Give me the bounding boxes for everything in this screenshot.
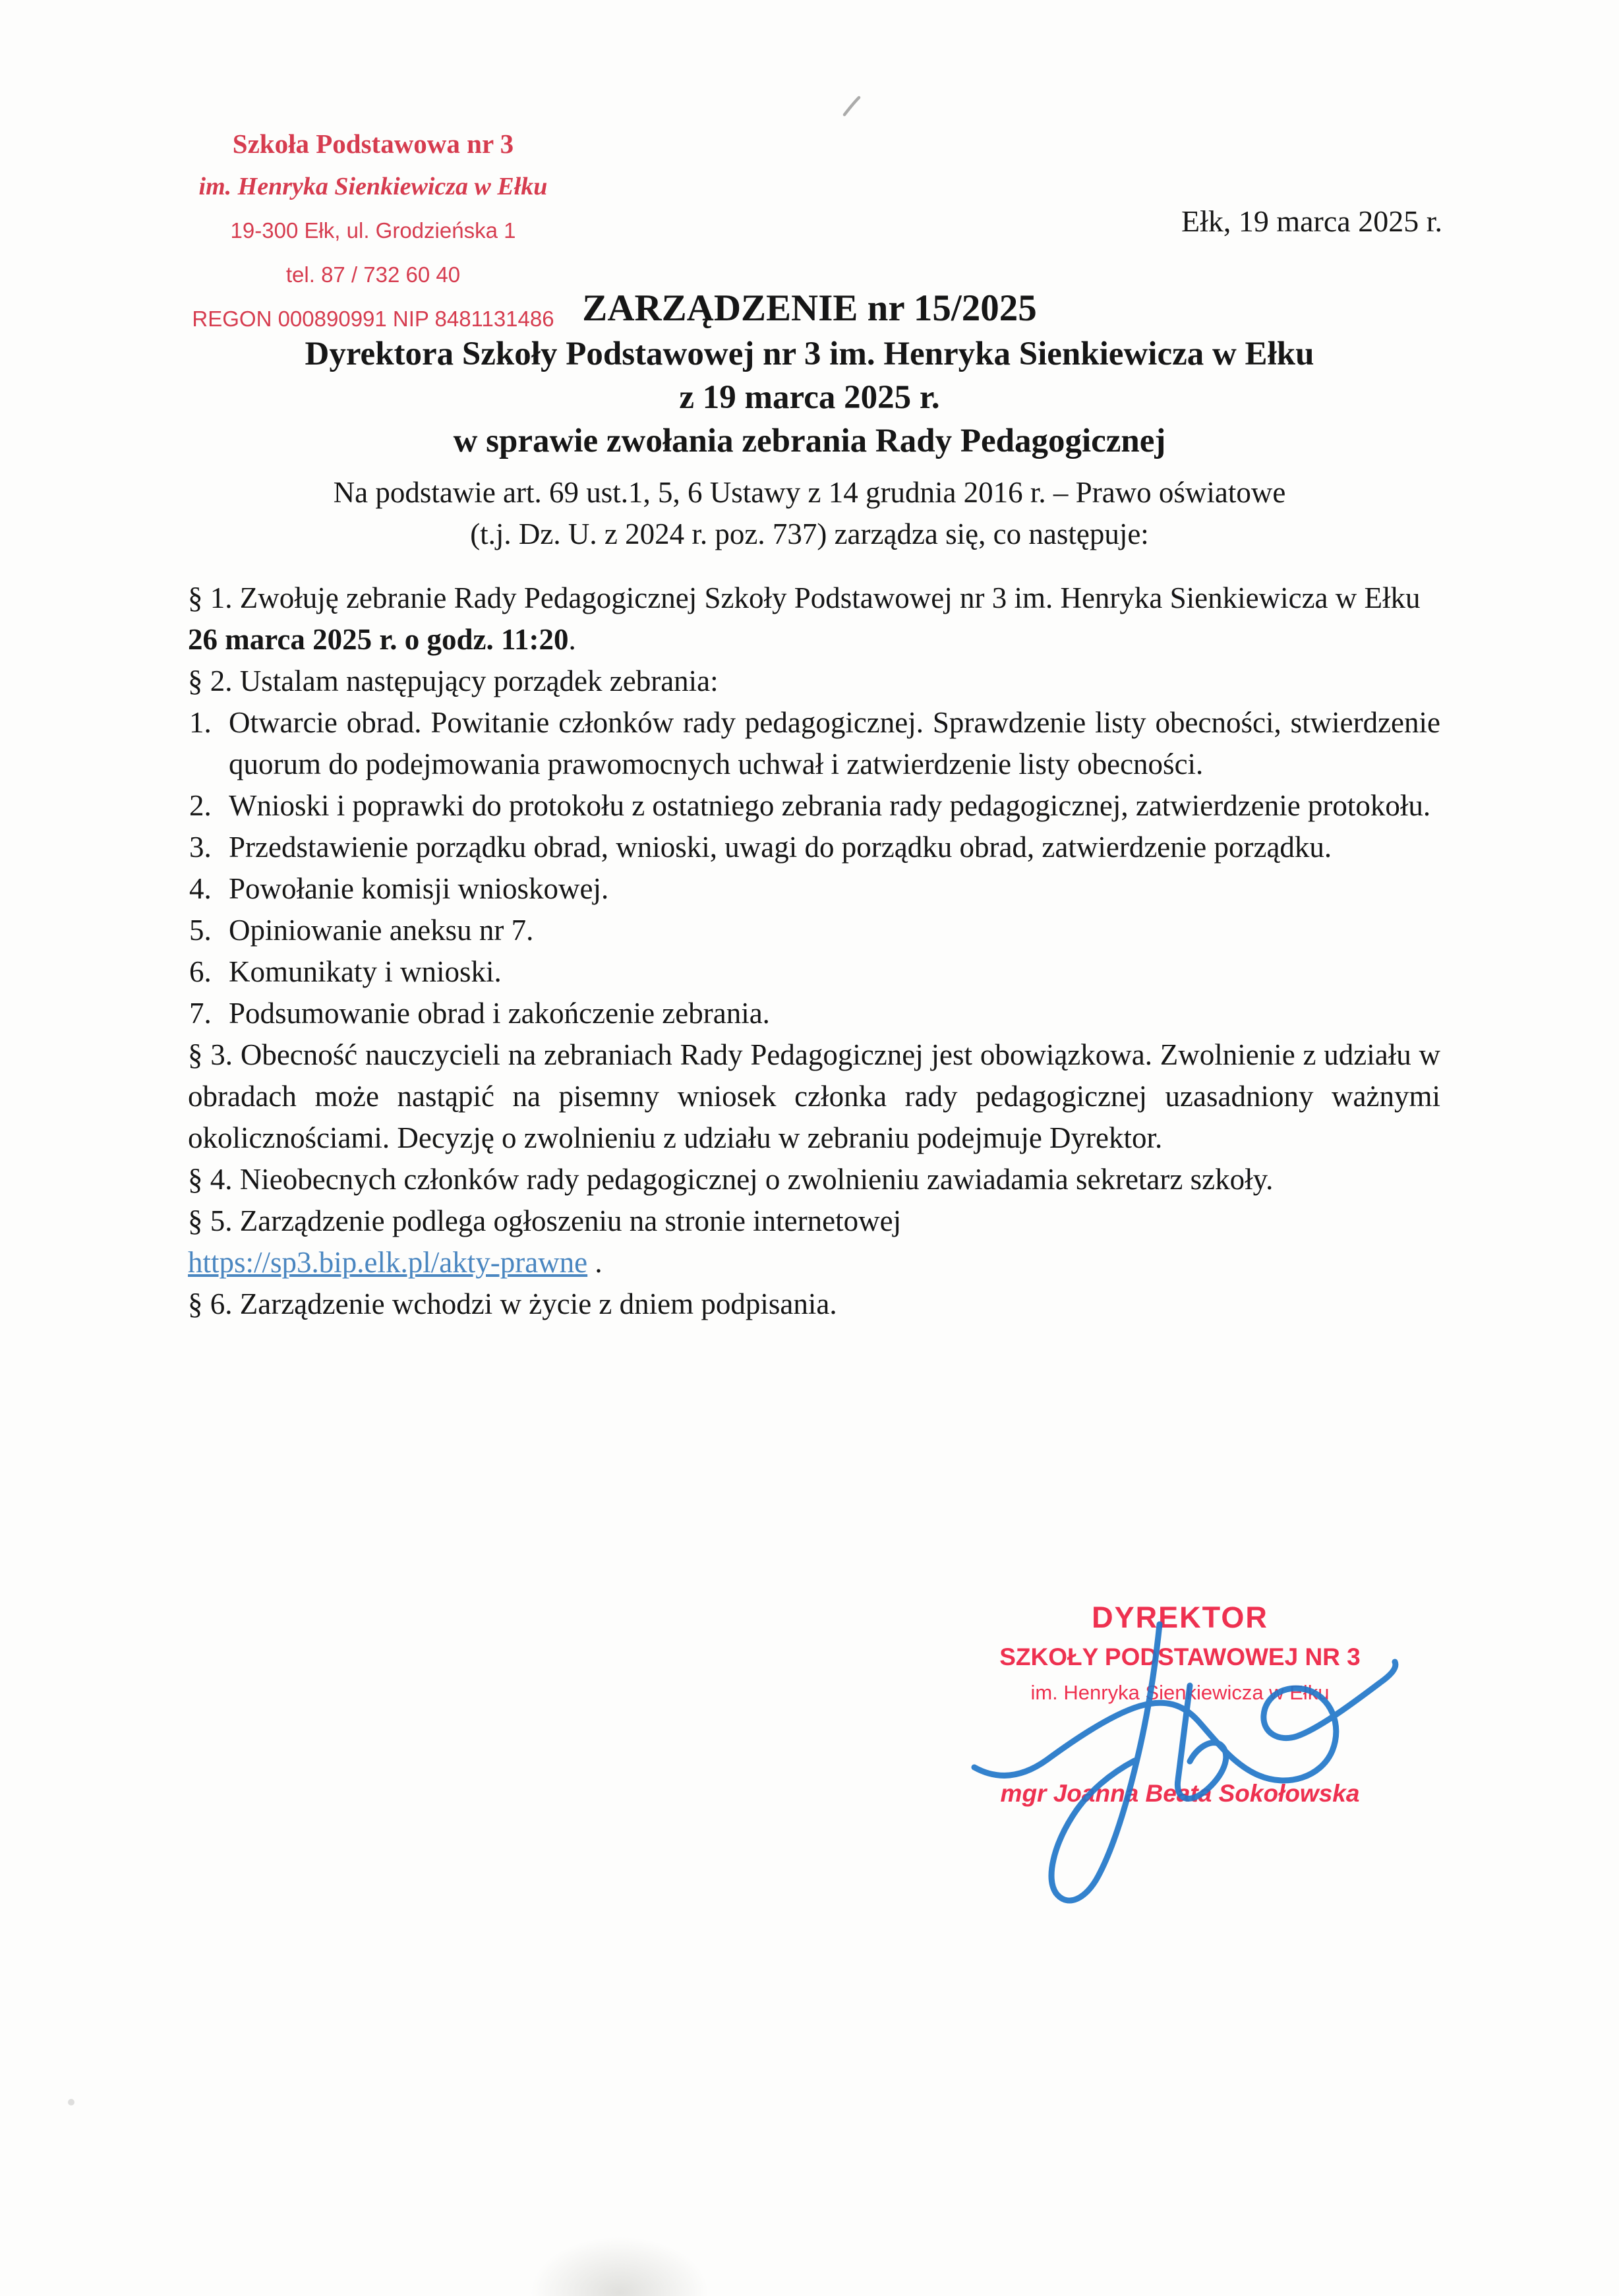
legal-basis bbox=[0, 472, 1619, 555]
agenda-item-text: Wnioski i poprawki do protokołu z ostatniego zebrania rady pedagogicznej, zatwierdzenie protokołu. bbox=[229, 789, 1431, 822]
place-and-date: Ełk, 19 marca 2025 r. bbox=[1181, 204, 1442, 238]
paragraph-1-period: . bbox=[568, 623, 576, 656]
agenda-item bbox=[188, 868, 1440, 910]
agenda-item-number: 3. bbox=[189, 831, 212, 864]
paragraph-6: § 6. Zarządzenie wchodzi w życie z dniem podpisania. bbox=[188, 1287, 837, 1320]
link-trailing-period: . bbox=[587, 1246, 603, 1279]
agenda-list bbox=[188, 702, 1440, 1034]
paragraph-1-text: § 1. Zwołuję zebranie Rady Pedagogicznej Szkoły Podstawowej nr 3 im. Henryka Sienkiewicza w Ełku bbox=[188, 581, 1421, 614]
school-regon-nip: REGON 000890991 NIP 8481131486 bbox=[192, 307, 554, 331]
agenda-item bbox=[188, 910, 1440, 951]
agenda-item-number: 2. bbox=[189, 789, 212, 822]
document-title-subject: w sprawie zwołania zebrania Rady Pedagogicznej bbox=[453, 423, 1166, 459]
paragraph-1 bbox=[188, 577, 1440, 661]
legal-basis-line1: Na podstawie art. 69 ust.1, 5, 6 Ustawy z 14 grudnia 2016 r. – Prawo oświatowe bbox=[333, 476, 1286, 509]
director-signature-stamp bbox=[989, 1597, 1371, 1810]
agenda-item-text: Opiniowanie aneksu nr 7. bbox=[229, 914, 534, 947]
school-patron: im. Henryka Sienkiewicza w Ełku bbox=[198, 173, 548, 200]
school-phone: tel. 87 / 732 60 40 bbox=[285, 262, 461, 287]
agenda-item bbox=[188, 785, 1440, 827]
agenda-item bbox=[188, 702, 1440, 785]
agenda-item-text: Przedstawienie porządku obrad, wnioski, uwagi do porządku obrad, zatwierdzenie porządku. bbox=[229, 831, 1332, 864]
meeting-date-time: 26 marca 2025 r. o godz. 11:20 bbox=[188, 623, 569, 656]
agenda-item-text: Komunikaty i wnioski. bbox=[229, 955, 502, 988]
document-title: ZARZĄDZENIE nr 15/2025 bbox=[582, 287, 1037, 329]
agenda-item-text: Powołanie komisji wnioskowej. bbox=[229, 872, 609, 905]
agenda-item-number: 6. bbox=[189, 955, 212, 988]
paragraph-2: § 2. Ustalam następujący porządek zebrania: bbox=[188, 664, 719, 697]
paragraph-3: § 3. Obecność nauczycieli na zebraniach Rady Pedagogicznej jest obowiązkowa. Zwolnienie z udziału w obradach może nastąpić na pisemny wniosek członka rady pedagogicznej uzasadniony ważnymi okolicznościami. Decyzję o zwolnieniu z udziału w zebraniu podejmuje Dyrektor. bbox=[188, 1038, 1440, 1154]
agenda-item-text: Otwarcie obrad. Powitanie członków rady pedagogicznej. Sprawdzenie listy obecności, stwierdzenie quorum do podejmowania prawomocnych uchwał i zatwierdzenie listy obecności. bbox=[229, 706, 1440, 780]
director-stamp-school: SZKOŁY PODSTAWOWEJ NR 3 bbox=[999, 1643, 1361, 1670]
bip-link[interactable]: https://sp3.bip.elk.pl/akty-prawne bbox=[188, 1246, 588, 1279]
agenda-item-text: Podsumowanie obrad i zakończenie zebrania. bbox=[229, 997, 770, 1030]
pen-slash-mark bbox=[844, 98, 859, 115]
document-title-block bbox=[0, 285, 1619, 463]
paragraph-5: § 5. Zarządzenie podlega ogłoszeniu na stronie internetowej bbox=[188, 1204, 902, 1237]
document-title-date: z 19 marca 2025 r. bbox=[679, 379, 940, 416]
scan-speck bbox=[68, 2099, 74, 2105]
agenda-item-number: 5. bbox=[189, 914, 212, 947]
legal-basis-line2: (t.j. Dz. U. z 2024 r. poz. 737) zarządza się, co następuje: bbox=[470, 517, 1149, 550]
publication-link-line bbox=[188, 1242, 1440, 1283]
scan-smudge bbox=[527, 2235, 712, 2296]
document-title-issuer: Dyrektora Szkoły Podstawowej nr 3 im. Henryka Sienkiewicza w Ełku bbox=[305, 336, 1314, 372]
agenda-item bbox=[188, 993, 1440, 1034]
agenda-item-number: 7. bbox=[189, 997, 212, 1030]
director-stamp-patron: im. Henryka Sienkiewicza w Ełku bbox=[1030, 1681, 1330, 1704]
agenda-item bbox=[188, 951, 1440, 993]
document-body bbox=[188, 577, 1440, 1325]
paragraph-4: § 4. Nieobecnych członków rady pedagogicznej o zwolnieniu zawiadamia sekretarz szkoły. bbox=[188, 1163, 1274, 1196]
director-stamp-title: DYREKTOR bbox=[1092, 1601, 1268, 1634]
agenda-item-number: 1. bbox=[189, 706, 212, 739]
director-name: mgr Joanna Beata Sokołowska bbox=[1000, 1780, 1360, 1807]
agenda-item bbox=[188, 827, 1440, 868]
school-name: Szkoła Podstawowa nr 3 bbox=[232, 129, 514, 159]
school-address: 19-300 Ełk, ul. Grodzieńska 1 bbox=[230, 218, 516, 243]
agenda-item-number: 4. bbox=[189, 872, 212, 905]
